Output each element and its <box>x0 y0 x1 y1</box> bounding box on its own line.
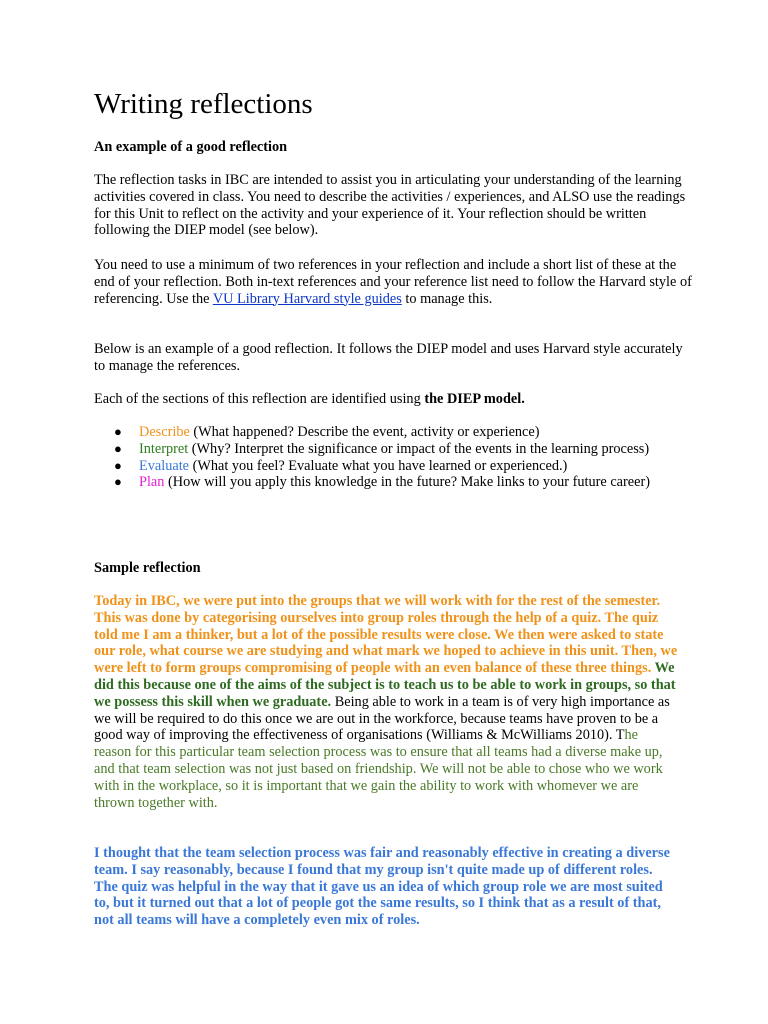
interpret-green-text: he reason for this particular team selection process was to ensure that all teams had a diverse make up, and that team selection was not just based on friendship. We will not be able to chose who we work with in the workplace, so it is important that we gain the ability to work with whomever we are thrown together with. <box>94 727 663 811</box>
bullet-dot-icon: ● <box>114 474 122 490</box>
sections-paragraph <box>94 391 694 408</box>
bullet-desc: (How will you apply this knowledge in the future? Make links to your future career) <box>164 474 650 491</box>
bullet-describe <box>94 424 694 441</box>
bullet-desc: (What happened? Describe the event, activity or experience) <box>189 424 540 440</box>
references-paragraph <box>94 257 694 307</box>
bullet-plan <box>94 474 694 491</box>
bullet-dot-icon: ● <box>114 457 122 473</box>
interpret-plain-text: Being able to work in a team is of very high importance as we will be required to do this once we are out in the workforce, because teams have proven to be a good way of improving the effectiveness of organisations (Williams & McWilliams 2010). T <box>94 693 670 744</box>
references-text-after: to manage this. <box>401 290 493 307</box>
bullet-term: Plan <box>139 474 165 491</box>
describe-section-text: Today in IBC, we were put into the groups that we will work with for the rest of the semester. This was done by categorising ourselves into group roles through the help of a quiz. The quiz told me I am a thinker, but a lot of the possible results were close. We then were asked to state our role, what course we are studying and what mark we hoped to achieve in this unit. Then, we were left to form groups compromising of people with an even balance of these three things. <box>94 593 678 677</box>
evaluate-section-text: I thought that the team selection process was fair and reasonably effective in creating a diverse team. I say reasonably, because I found that my group isn't quite made up of different roles. The quiz was helpful in the way that it gave us an idea of which group role we are most suited to, but it turned out that a lot of people got the same results, so I think that as a result of that, not all teams will have a completely even mix of roles. <box>94 845 670 929</box>
subtitle-heading: An example of a good reflection <box>94 139 288 155</box>
page-title: Writing reflections <box>94 88 313 120</box>
interpret-section-text: We did this because one of the aims of the subject is to teach us to be able to work in groups, so that we possess this skill when we graduate. <box>94 660 676 710</box>
bullet-desc: (What you feel? Evaluate what you have learned or experienced.) <box>189 457 568 474</box>
references-text-before: You need to use a minimum of two references in your reflection and include a short list of these at the end of your reflection. Both in-text references and your reference list need to follow the Harvard style of referencing. Use the <box>94 257 692 307</box>
bullet-evaluate <box>94 458 694 475</box>
intro-paragraph: The reflection tasks in IBC are intended to assist you in articulating your understanding of the learning activities covered in class. You need to describe the activities / experiences, and ALSO use the readings for this Unit to reflect on the activity and your experience of it. Your reflection should be written following the DIEP model (see below). <box>94 172 686 239</box>
example-paragraph: Below is an example of a good reflection. It follows the DIEP model and uses Harvard style accurately to manage the references. <box>94 341 683 374</box>
diep-bullet-list <box>94 424 694 491</box>
bullet-interpret <box>94 441 694 458</box>
bullet-term: Interpret <box>139 440 189 457</box>
sample-reflection-heading: Sample reflection <box>94 560 201 576</box>
bullet-dot-icon: ● <box>114 440 122 456</box>
sample-reflection-paragraph-1 <box>94 593 678 811</box>
bullet-term: Describe <box>139 424 190 440</box>
diep-model-label: the DIEP model. <box>424 391 525 407</box>
bullet-desc: (Why? Interpret the significance or impact of the events in the learning process) <box>188 440 650 457</box>
sections-text: Each of the sections of this reflection are identified using <box>94 391 425 407</box>
bullet-dot-icon: ● <box>114 424 122 439</box>
harvard-style-guides-link[interactable]: VU Library Harvard style guides <box>212 290 402 307</box>
bullet-term: Evaluate <box>139 457 190 474</box>
